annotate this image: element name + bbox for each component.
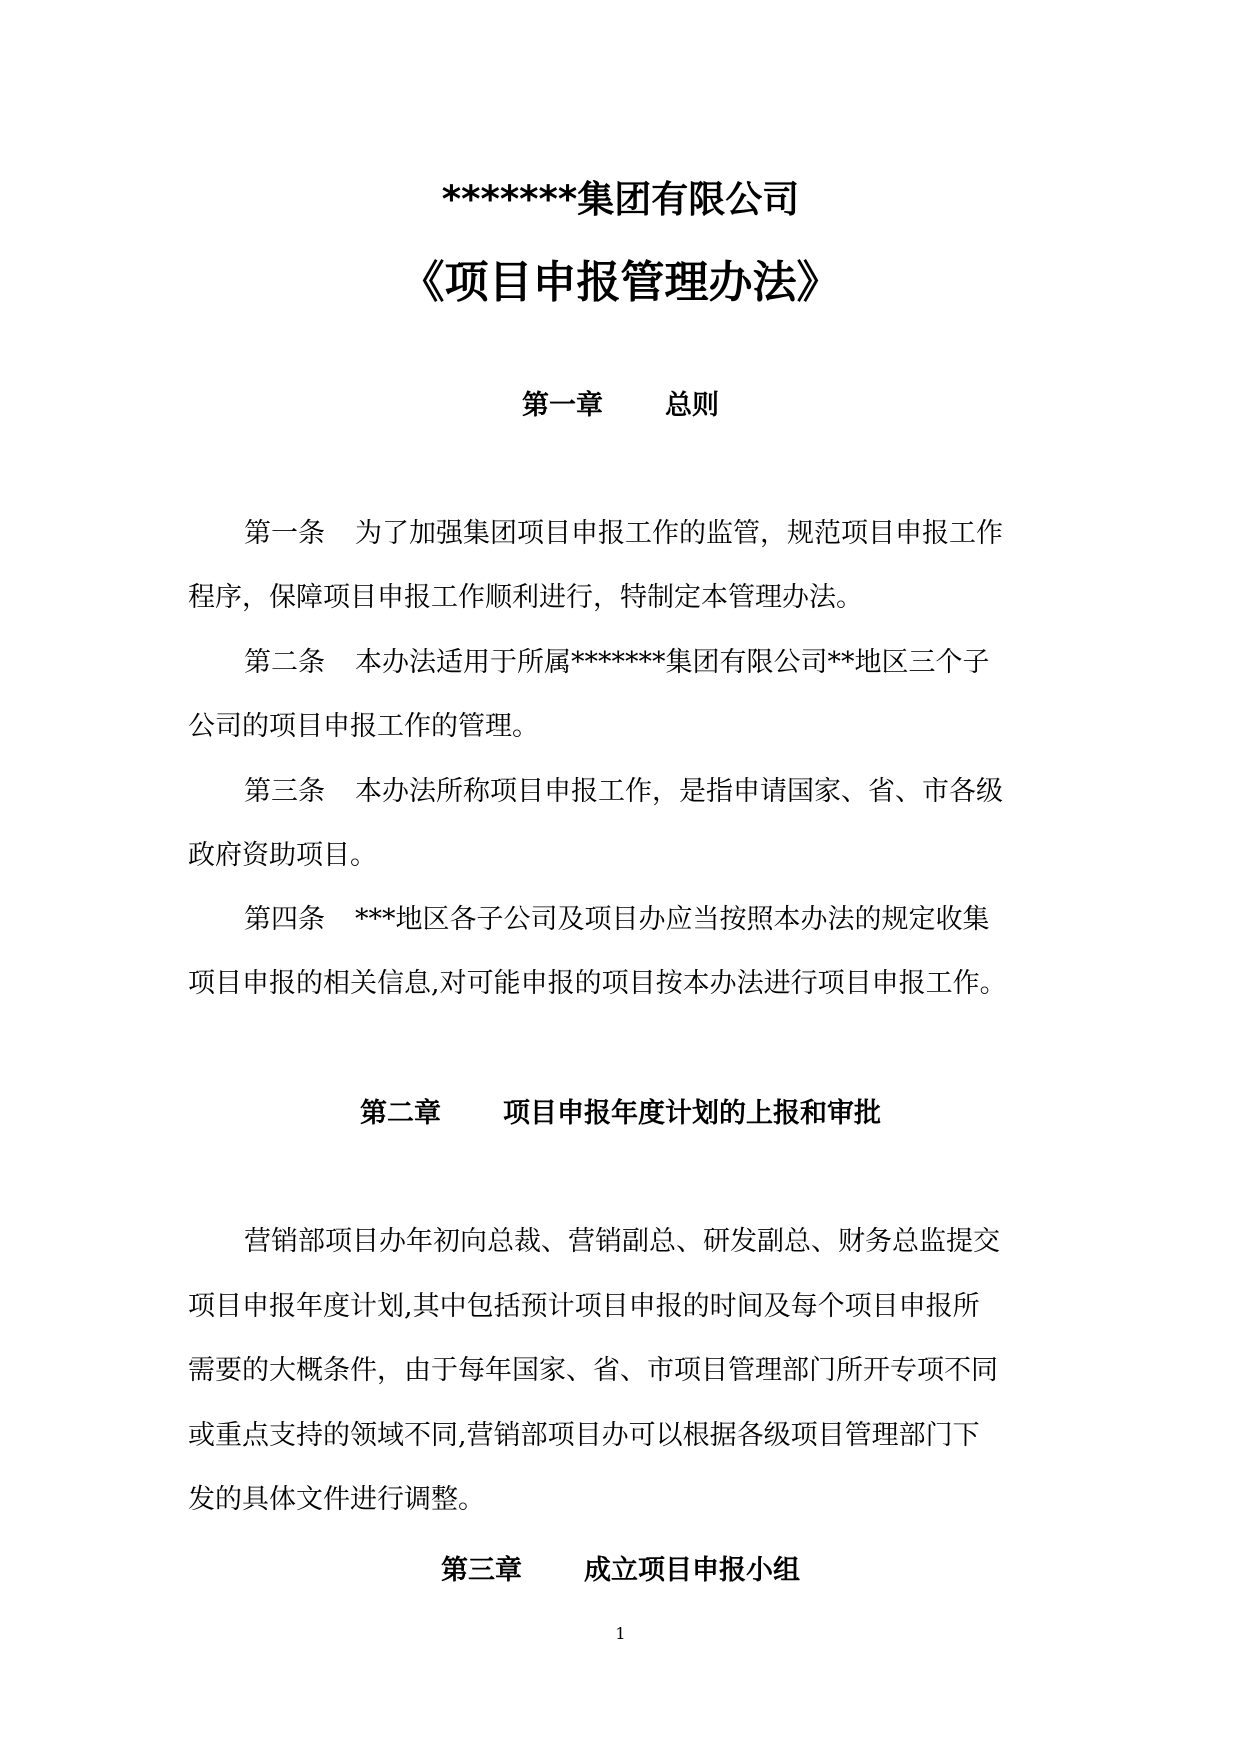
chapter-number: 第三章 <box>441 1555 522 1586</box>
article-line <box>244 643 990 683</box>
chapter-heading <box>0 1092 1241 1136</box>
chapter-heading <box>0 1549 1241 1593</box>
paragraph-line: 发的具体文件进行调整。 <box>188 1484 485 1515</box>
chapter-title: 总则 <box>665 390 719 421</box>
paragraph-line: 项目申报年度计划,其中包括预计项目申报的时间及每个项目申报所 <box>188 1291 980 1322</box>
company-name: *******集团有限公司 <box>441 178 800 221</box>
article-number: 第三条 <box>244 776 325 807</box>
article-text: 公司的项目申报工作的管理。 <box>188 711 539 742</box>
article-text: 项目申报的相关信息,对可能申报的项目按本办法进行项目申报工作。 <box>188 968 1007 999</box>
article-text: 政府资助项目。 <box>188 840 377 871</box>
article-text: 程序，保障项目申报工作顺利进行，特制定本管理办法。 <box>188 582 863 613</box>
paragraph-line: 或重点支持的领域不同,营销部项目办可以根据各级项目管理部门下 <box>188 1420 980 1451</box>
chapter-title: 成立项目申报小组 <box>584 1555 800 1586</box>
page-number: 1 <box>615 1624 626 1643</box>
article-text: 为了加强集团项目申报工作的监管，规范项目申报工作 <box>355 518 1003 549</box>
article-number: 第二条 <box>244 647 325 678</box>
article-line <box>244 900 990 940</box>
article-text: ***地区各子公司及项目办应当按照本办法的规定收集 <box>355 904 990 935</box>
document-title: 《项目申报管理办法》 <box>400 257 841 308</box>
chapter-number: 第二章 <box>360 1098 441 1129</box>
chapter-title: 项目申报年度计划的上报和审批 <box>503 1098 881 1129</box>
chapter-heading <box>0 384 1241 428</box>
paragraph-line: 需要的大概条件，由于每年国家、省、市项目管理部门所开专项不同 <box>188 1355 998 1386</box>
article-line <box>244 772 1003 812</box>
article-text: 本办法适用于所属*******集团有限公司**地区三个子 <box>355 647 990 678</box>
article-number: 第一条 <box>244 518 325 549</box>
article-text: 本办法所称项目申报工作，是指申请国家、省、市各级 <box>355 776 1003 807</box>
paragraph-line: 营销部项目办年初向总裁、营销副总、研发副总、财务总监提交 <box>244 1226 1000 1257</box>
article-number: 第四条 <box>244 904 325 935</box>
article-line <box>244 514 1003 554</box>
chapter-number: 第一章 <box>522 390 603 421</box>
